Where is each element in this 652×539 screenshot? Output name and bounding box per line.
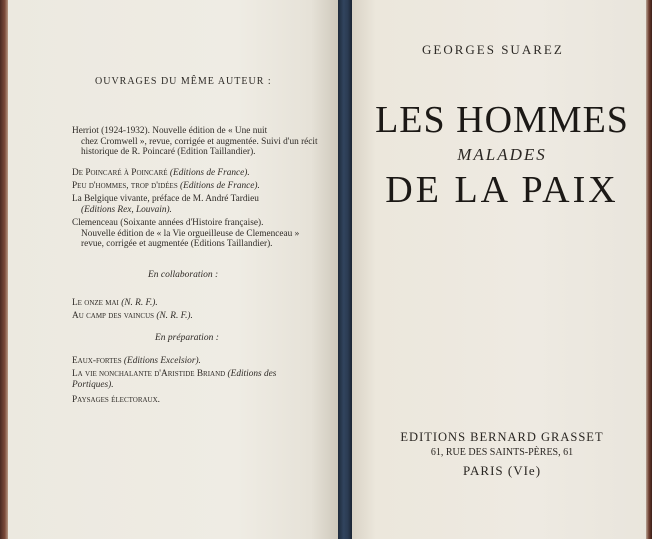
work-entry-briand (72, 369, 317, 390)
right-page (352, 0, 652, 539)
work-entry-head: Au camp des vaincus (72, 311, 155, 321)
work-entry-tail: (Editions Rex, Louvain). (81, 204, 172, 215)
title-line-3: DE LA PAIX (385, 169, 619, 211)
work-entry-tail: (N. R. F.). (156, 311, 193, 321)
collaboration-label: En collaboration : (148, 270, 219, 280)
work-entry-peu-d-hommes (72, 181, 322, 192)
work-entry-head: De Poincaré à Poincaré (72, 168, 168, 178)
work-entry-tail: (Editions des Portiques). (72, 369, 277, 390)
right-cover-edge (646, 0, 652, 539)
title-line-2: MALADES (457, 145, 547, 164)
work-entry-head: Peu d'hommes, trop d'idées (72, 181, 178, 191)
work-entry-eaux-fortes (72, 356, 312, 367)
work-entry-head: Clemenceau (Soixante années d'Histoire française). (72, 218, 264, 228)
work-entry-tail: (N. R. F.). (121, 298, 158, 308)
work-entry-tail: Nouvelle édition de « la Vie orgueilleuse de Clemenceau » revue, corrigée et augmentée (Editions Taillandier). (81, 228, 300, 250)
book-spine (338, 0, 352, 539)
work-entry-head: La vie nonchalante d'Aristide Briand (72, 369, 226, 379)
works-heading: OUVRAGES DU MÊME AUTEUR : (95, 76, 272, 87)
work-entry-onze-mai (72, 298, 312, 309)
work-entry-tail: chez Cromwell », revue, corrigée et augmentée. Suivi d'un récit historique de R. Poincaré (Edition Taillandier). (81, 136, 318, 158)
work-entry-head: Herriot (1924-1932). Nouvelle édition de « Une nuit (72, 126, 268, 136)
work-entry-tail: (Editions de France). (180, 181, 260, 191)
work-entry-head: Le onze mai (72, 298, 119, 308)
author-name: GEORGES SUAREZ (422, 42, 564, 57)
publisher-city: PARIS (VIe) (462, 463, 542, 478)
publisher-name: EDITIONS BERNARD GRASSET (400, 430, 604, 444)
work-entry-poincare (72, 168, 322, 179)
work-entry-head: La Belgique vivante, préface de M. André Tardieu (72, 194, 259, 204)
work-entry-belgique (72, 194, 317, 215)
work-entry-tail: (Editions de France). (169, 168, 250, 178)
work-entry-paysages: Paysages électoraux. (72, 395, 160, 405)
title-line-1: LES HOMMES (375, 99, 629, 141)
publisher-address: 61, RUE DES SAINTS-PÈRES, 61 (430, 447, 574, 458)
work-entry-herriot (72, 126, 320, 158)
work-entry-clemenceau (72, 218, 320, 250)
left-cover-edge (0, 0, 8, 539)
work-entry-camp-vaincus (72, 311, 312, 322)
preparation-label: En préparation : (155, 333, 219, 343)
work-entry-head: Eaux-fortes (72, 356, 122, 366)
work-entry-tail: (Editions Excelsior). (123, 356, 201, 366)
